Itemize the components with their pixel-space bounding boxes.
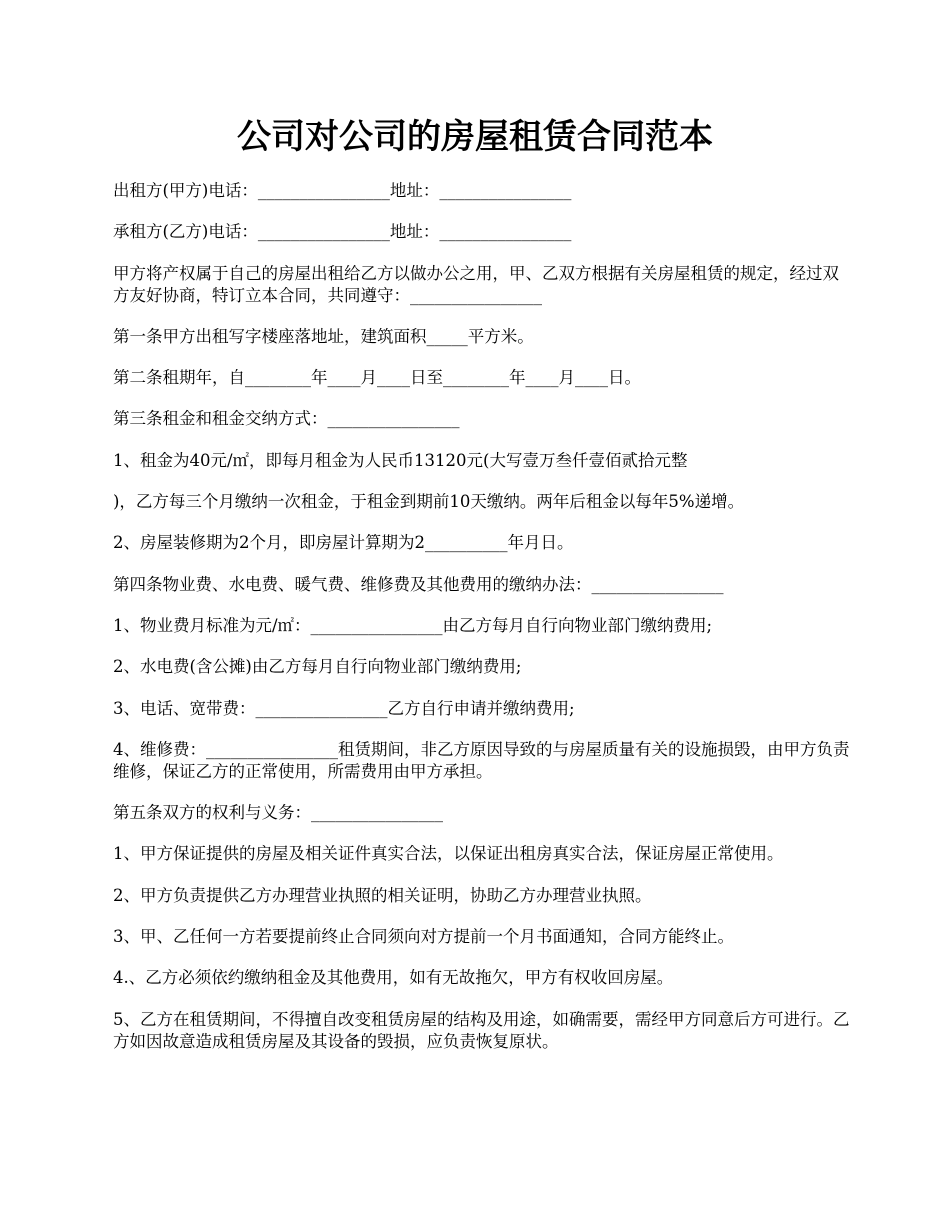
clause-preamble: 甲方将产权属于自己的房屋出租给乙方以做办公之用，甲、乙双方根据有关房屋租赁的规定，经过双方友好协商，特订立本合同，共同遵守：________________ [113, 263, 839, 305]
clause-article-4-item-3: 3、电话、宽带费：________________乙方自行申请并缴纳费用; [113, 698, 575, 718]
document-body [113, 180, 855, 1072]
clause-article-2: 第二条租期年，自________年____月____日至________年____月____日。 [113, 368, 641, 388]
clause-article-5-item-1: 1、甲方保证提供的房屋及相关证件真实合法，以保证出租房真实合法，保证房屋正常使用。 [113, 844, 784, 864]
clause-article-5: 第五条双方的权利与义务：________________ [113, 803, 443, 823]
document-title: 公司对公司的房屋租赁合同范本 [237, 117, 713, 157]
clause-article-5-item-2: 2、甲方负责提供乙方办理营业执照的相关证明，协助乙方办理营业执照。 [113, 885, 652, 905]
clause-article-4-item-2: 2、水电费(含公摊)由乙方每月自行向物业部门缴纳费用; [113, 657, 522, 677]
clause-article-5-item-5: 5、乙方在租赁期间，不得擅自改变租赁房屋的结构及用途，如确需要，需经甲方同意后方可进行。乙方如因故意造成租赁房屋及其设备的毁损，应负责恢复原状。 [113, 1009, 850, 1051]
clause-article-4-item-4: 4、维修费：________________租赁期间，非乙方原因导致的与房屋质量有关的设施损毁，由甲方负责维修，保证乙方的正常使用，所需费用由甲方承担。 [113, 739, 850, 781]
clause-article-4-item-1: 1、物业费月标准为元/㎡：________________由乙方每月自行向物业部门缴纳费用; [113, 615, 713, 635]
clause-article-3-item-2: 2、房屋装修期为2个月，即房屋计算期为2__________年月日。 [113, 533, 574, 553]
clause-article-5-item-3: 3、甲、乙任何一方若要提前终止合同须向对方提前一个月书面通知，合同方能终止。 [113, 927, 734, 947]
clause-lessee-info: 承租方(乙方)电话：________________地址：________________ [113, 222, 572, 242]
clause-lessor-info: 出租方(甲方)电话：________________地址：________________ [113, 181, 572, 200]
clause-article-1: 第一条甲方出租写字楼座落地址，建筑面积_____平方米。 [113, 326, 534, 346]
clause-article-5-item-4: 4.、乙方必须依约缴纳租金及其他费用，如有无故拖欠，甲方有权收回房屋。 [113, 968, 674, 988]
clause-article-3: 第三条租金和租金交纳方式：________________ [113, 409, 460, 429]
clause-article-3-item-1-cont: )，乙方每三个月缴纳一次租金，于租金到期前10天缴纳。两年后租金以每年5%递增。 [113, 492, 745, 512]
clause-article-4: 第四条物业费、水电费、暖气费、维修费及其他费用的缴纳办法：________________ [113, 574, 724, 594]
clause-article-3-item-1: 1、租金为40元/㎡，即每月租金为人民币13120元(大写壹万叁仟壹佰贰拾元整 [113, 450, 688, 470]
